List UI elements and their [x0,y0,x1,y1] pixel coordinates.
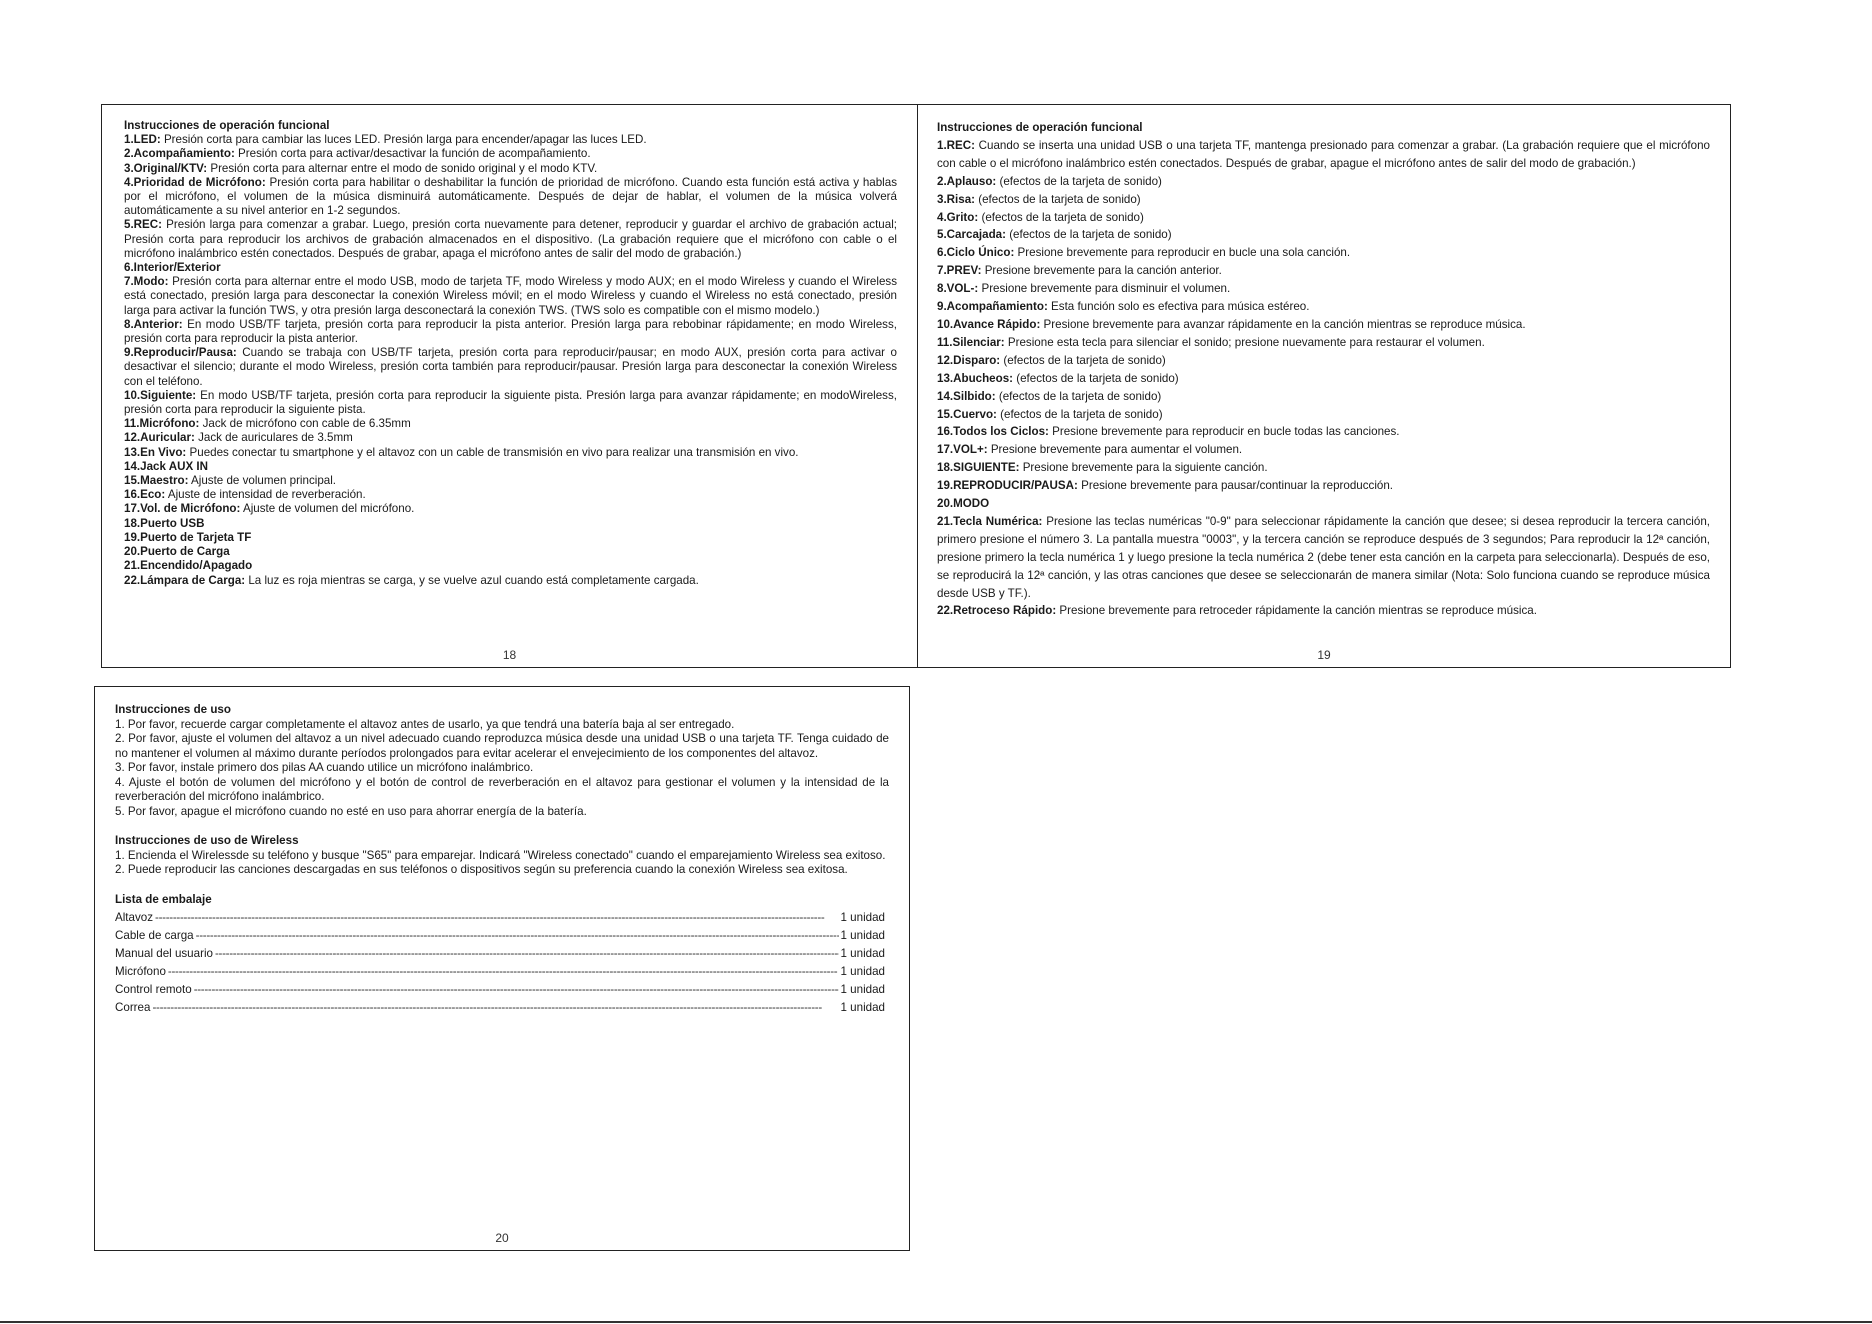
instruction-item [937,191,1710,209]
instruction-label: 2.Aplauso: [937,174,997,188]
instruction-label: 18.Puerto USB [124,516,205,530]
instruction-text: (efectos de la tarjeta de sonido) [1013,371,1179,385]
instruction-label: 20.MODO [937,497,990,511]
instruction-item [124,488,897,502]
instruction-label: 17.Vol. de Micrófono: [124,502,241,516]
instruction-text: Presione las teclas numéricas "0-9" para seleccionar rápidamente la canción que desee; si desea reproducir la tercera canción, primero presione el número 3. La pantalla muestra "0003", y la tercera canción se reproduce después de 3 segundos; Para reproducir la 12ª canción, presione primero la tecla numérica 1 y luego presione la tecla numérica 2 (debe tener esta canción en la carpeta para seleccionarla). Después de eso, se reproducirá la 12ª canción, y las otras canciones que desee se seleccionarán de manera similar (Nota: Solo funciona cuando se reproduce música desde USB y TF.). [937,514,1710,600]
instruction-label: 11.Micrófono: [124,417,200,431]
packing-row [115,927,885,945]
instruction-text: (efectos de la tarjeta de sonido) [995,389,1162,403]
instruction-label: 19.REPRODUCIR/PAUSA: [937,479,1078,493]
instruction-item [124,417,897,431]
packing-item-name: Manual del usuario [115,946,213,960]
packing-item-qty: 1 unidad [840,910,885,924]
instruction-label: 22.Lámpara de Carga: [124,573,246,587]
instruction-label: 22.Retroceso Rápido: [937,604,1057,618]
instruction-item [124,531,897,545]
instruction-text: Presión corta para alternar entre el modo de sonido original y el modo KTV. [207,161,598,175]
instruction-text: Presione brevemente para retroceder rápidamente la canción mientras se reproduce música. [1056,604,1537,618]
instruction-label: 4.Prioridad de Micrófono: [124,175,266,189]
instruction-text: Presione brevemente para disminuir el volumen. [978,282,1231,296]
instruction-text: Presione brevemente para reproducir en bucle todas las canciones. [1048,425,1400,439]
usage-list [115,718,889,820]
packing-item-name: Altavoz [115,910,154,924]
packing-row [115,999,885,1017]
instruction-item [937,334,1710,352]
instruction-text: Cuando se trabaja con USB/TF tarjeta, presión corta para reproducir/pausar; en modo AUX, presión corta para activar o desactivar el silencio; durante el modo Wireless, presión corta también para reproducir/pausar. Presión larga para desconectar la conexión Wireless con el teléfono. [124,346,897,388]
page18-content [124,119,897,588]
dotted-leader [196,927,839,945]
instruction-item [937,459,1710,477]
instruction-item [937,602,1710,620]
instruction-label: 7.Modo: [124,275,169,289]
instruction-item [124,389,897,417]
instruction-item [937,298,1710,316]
instruction-label: 13.En Vivo: [124,445,187,459]
instruction-label: 14.Jack AUX IN [124,459,208,473]
instruction-label: 18.SIGUIENTE: [937,461,1020,475]
instruction-text: Presione brevemente para reproducir en bucle una sola canción. [1014,246,1351,260]
instruction-label: 4.Grito: [937,210,979,224]
instruction-text: Ajuste de volumen principal. [188,474,337,488]
instruction-label: 12.Disparo: [937,353,1001,367]
instruction-item [937,370,1710,388]
instruction-label: 16.Todos los Ciclos: [937,425,1049,439]
dotted-leader [168,963,839,981]
wireless-title: Instrucciones de uso de Wireless [115,834,299,847]
instruction-label: 5.Carcajada: [937,228,1006,242]
instruction-text: (efectos de la tarjeta de sonido) [1005,228,1172,242]
instruction-text: Esta función solo es efectiva para música estéreo. [1047,300,1310,314]
packing-item-name: Control remoto [115,982,192,996]
instruction-item [124,275,897,318]
instruction-label: 14.Silbido: [937,389,996,403]
dotted-leader [194,981,839,999]
instruction-text: Jack de micrófono con cable de 6.35mm [199,417,411,431]
instruction-text: Presione brevemente para avanzar rápidamente en la canción mientras se reproduce música. [1040,317,1526,331]
instruction-item [124,460,897,474]
instruction-item [937,513,1710,603]
instruction-text: La luz es roja mientras se carga, y se vuelve azul cuando está completamente cargada. [245,573,699,587]
packing-item-name: Correa [115,1000,151,1014]
instruction-item [124,446,897,460]
instruction-item [124,176,897,219]
instruction-text: (efectos de la tarjeta de sonido) [978,210,1144,224]
instruction-label: 13.Abucheos: [937,371,1014,385]
instruction-item [937,477,1710,495]
instruction-item [124,147,897,161]
instruction-item [937,226,1710,244]
instruction-item [937,441,1710,459]
instruction-text: Presión corta para habilitar o deshabilitar la función de prioridad de micrófono. Cuando esta función está activa y hablas por el micrófono, el volumen de la música disminuirá automáticamente. Después de dejar de hablar, el volumen de la música volverá automáticamente a su nivel anterior en 1-2 segundos. [124,175,898,218]
instruction-label: 8.Anterior: [124,317,183,331]
page18-item-list [124,133,897,588]
instruction-text: (efectos de la tarjeta de sonido) [975,192,1141,206]
instruction-label: 6.Interior/Exterior [124,261,221,275]
instruction-item [937,137,1710,173]
instruction-label: 21.Encendido/Apagado [124,559,253,573]
instruction-label: 1.LED: [124,133,161,147]
instruction-label: 8.VOL-: [937,282,979,296]
instruction-item [124,162,897,176]
instruction-text: Presione brevemente para la siguiente canción. [1019,461,1268,475]
instruction-label: 21.Tecla Numérica: [937,514,1043,528]
wireless-item: 1. Encienda el Wirelessde su teléfono y busque "S65" para emparejar. Indicará "Wireless conectado" cuando el emparejamiento Wireless sea exitoso. [115,848,886,862]
usage-item: 3. Por favor, instale primero dos pilas AA cuando utilice un micrófono inalámbrico. [115,761,534,774]
instruction-label: 10.Avance Rápido: [937,317,1041,331]
packing-row [115,981,885,999]
instruction-text: (efectos de la tarjeta de sonido) [1000,353,1166,367]
instruction-label: 9.Acompañamiento: [937,300,1048,314]
instruction-text: En modo USB/TF tarjeta, presión corta para reproducir la pista anterior. Presión larga para rebobinar rápidamente; en modo Wireless, presión corta para reproducir la pista anterior. [124,317,897,346]
instruction-label: 1.REC: [937,138,976,152]
dotted-leader [215,945,839,963]
instruction-text: Presione brevemente para aumentar el volumen. [987,443,1243,457]
manual-page-20 [94,686,910,1251]
instruction-text: Ajuste de volumen del micrófono. [240,502,415,516]
instruction-label: 17.VOL+: [937,443,988,457]
instruction-item [124,574,897,588]
instruction-item [937,173,1710,191]
page-number-19: 19 [1317,648,1331,662]
instruction-item [937,495,1710,513]
instruction-label: 5.REC: [124,218,163,232]
instruction-label: 3.Risa: [937,192,976,206]
packing-row [115,909,885,927]
instruction-text: Presión corta para cambiar las luces LED. Presión larga para encender/apagar las luces LED. [160,133,647,147]
packing-row [115,945,885,963]
instruction-item [124,559,897,573]
dotted-leader [152,999,838,1017]
instruction-text: Puedes conectar tu smartphone y el altavoz con un cable de transmisión en vivo para realizar una transmisión en vivo. [186,445,799,459]
page19-title: Instrucciones de operación funcional [937,121,1143,134]
page-number-20: 20 [495,1231,509,1245]
instruction-item [124,318,897,346]
page-number-18: 18 [502,648,517,662]
instruction-label: 16.Eco: [124,488,166,502]
instruction-item [124,261,897,275]
instruction-item [124,545,897,559]
instruction-label: 6.Ciclo Único: [937,246,1015,260]
instruction-item [937,406,1710,424]
instruction-text: En modo USB/TF tarjeta, presión corta para reproducir la siguiente pista. Presión larga para avanzar rápidamente; en modoWireless, presión corta para reproducir la siguiente pista. [124,388,897,417]
instruction-item [124,218,897,261]
instruction-item [124,431,897,445]
page19-item-list [937,137,1710,620]
packing-item-qty: 1 unidad [840,982,885,996]
instruction-item [124,502,897,516]
instruction-label: 20.Puerto de Carga [124,545,230,559]
packing-item-qty: 1 unidad [840,928,885,942]
usage-item: 5. Por favor, apague el micrófono cuando no esté en uso para ahorrar energía de la batería. [115,804,587,818]
instruction-text: Presión corta para activar/desactivar la función de acompañamiento. [234,147,591,161]
instruction-label: 2.Acompañamiento: [124,147,235,161]
manual-page-18 [101,104,918,668]
instruction-text: Presión corta para alternar entre el modo USB, modo de tarjeta TF, modo Wireless y modo AUX; en el modo Wireless y cuando el Wireless está conectado, presión larga para desconectar la conexión Wireless móvil; en el modo Wireless y cuando el Wireless no está conectado, presión larga para activar la función TWS, y otra presión larga desconectará la conexión TWS. (TWS solo es compatible con el mismo modelo.) [124,275,897,317]
bottom-divider [0,1321,1872,1323]
page20-content [115,703,889,1017]
dotted-leader [155,909,838,927]
instruction-item [937,352,1710,370]
instruction-label: 15.Cuervo: [937,407,997,421]
instruction-item [124,346,897,389]
usage-item: 4. Ajuste el botón de volumen del micrófono y el botón de control de reverberación en el altavoz para gestionar el volumen y la intensidad de la reverberación del micrófono inalámbrico. [115,775,889,803]
instruction-text: (efectos de la tarjeta de sonido) [996,407,1163,421]
instruction-text: Ajuste de intensidad de reverberación. [165,488,366,502]
instruction-item [937,423,1710,441]
wireless-item: 2. Puede reproducir las canciones descargadas en sus teléfonos o dispositivos según su preferencia cuando la conexión Wireless sea exitosa. [115,863,848,876]
instruction-label: 3.Original/KTV: [124,161,208,175]
usage-item: 1. Por favor, recuerde cargar completamente el altavoz antes de usarlo, ya que tendrá una batería baja al ser entregado. [115,717,735,731]
instruction-label: 12.Auricular: [124,431,195,445]
packing-item-qty: 1 unidad [840,1000,885,1014]
instruction-text: Presione brevemente para pausar/continuar la reproducción. [1077,479,1394,493]
instruction-label: 15.Maestro: [124,474,189,488]
instruction-text: (efectos de la tarjeta de sonido) [996,174,1162,188]
usage-title: Instrucciones de uso [115,703,231,716]
instruction-label: 11.Silenciar: [937,335,1005,349]
manual-page-19 [917,104,1731,668]
instruction-item [124,133,897,147]
instruction-text: Jack de auriculares de 3.5mm [194,431,353,445]
instruction-text: Presione esta tecla para silenciar el sonido; presione nuevamente para restaurar el volumen. [1004,335,1485,349]
packing-row [115,963,885,981]
instruction-label: 10.Siguiente: [124,388,197,402]
instruction-item [937,262,1710,280]
instruction-text: Cuando se inserta una unidad USB o una tarjeta TF, mantenga presionado para comenzar a grabar. (La grabación requiere que el micrófono con cable o el micrófono inalámbrico estén conectados. Después de grabar, apague el micrófono antes de salir del modo de grabación.) [937,138,1710,170]
instruction-text: Presione brevemente para la canción anterior. [981,264,1222,278]
instruction-text: Presión larga para comenzar a grabar. Luego, presión corta nuevamente para detener, reproducir y guardar el archivo de grabación actual; Presión corta para reproducir los archivos de grabación almacenados en el dispositivo. (La grabación requiere que el micrófono con cable o el micrófono inalámbrico estén conectados. Después de grabar, apaga el micrófono antes de salir del modo de grabación.) [124,218,897,260]
packing-title: Lista de embalaje [115,892,212,906]
wireless-list [115,849,889,878]
instruction-item [937,316,1710,334]
instruction-item [124,474,897,488]
instruction-item [937,280,1710,298]
instruction-label: 7.PREV: [937,264,982,278]
page18-title: Instrucciones de operación funcional [124,119,330,132]
instruction-label: 19.Puerto de Tarjeta TF [124,530,252,544]
instruction-item [937,209,1710,227]
packing-item-name: Cable de carga [115,928,194,942]
instruction-label: 9.Reproducir/Pausa: [124,346,237,360]
instruction-item [937,244,1710,262]
instruction-item [124,517,897,531]
packing-list [115,909,889,1017]
packing-item-qty: 1 unidad [840,964,885,978]
instruction-item [937,388,1710,406]
packing-item-name: Micrófono [115,964,166,978]
packing-item-qty: 1 unidad [840,946,885,960]
usage-item: 2. Por favor, ajuste el volumen del altavoz a un nivel adecuado cuando reproduzca música desde una unidad USB o una tarjeta TF. Tenga cuidado de no mantener el volumen al máximo durante períodos prolongados para evitar acelerar el envejecimiento de los componentes del altavoz. [115,732,889,760]
page19-content [937,119,1710,620]
